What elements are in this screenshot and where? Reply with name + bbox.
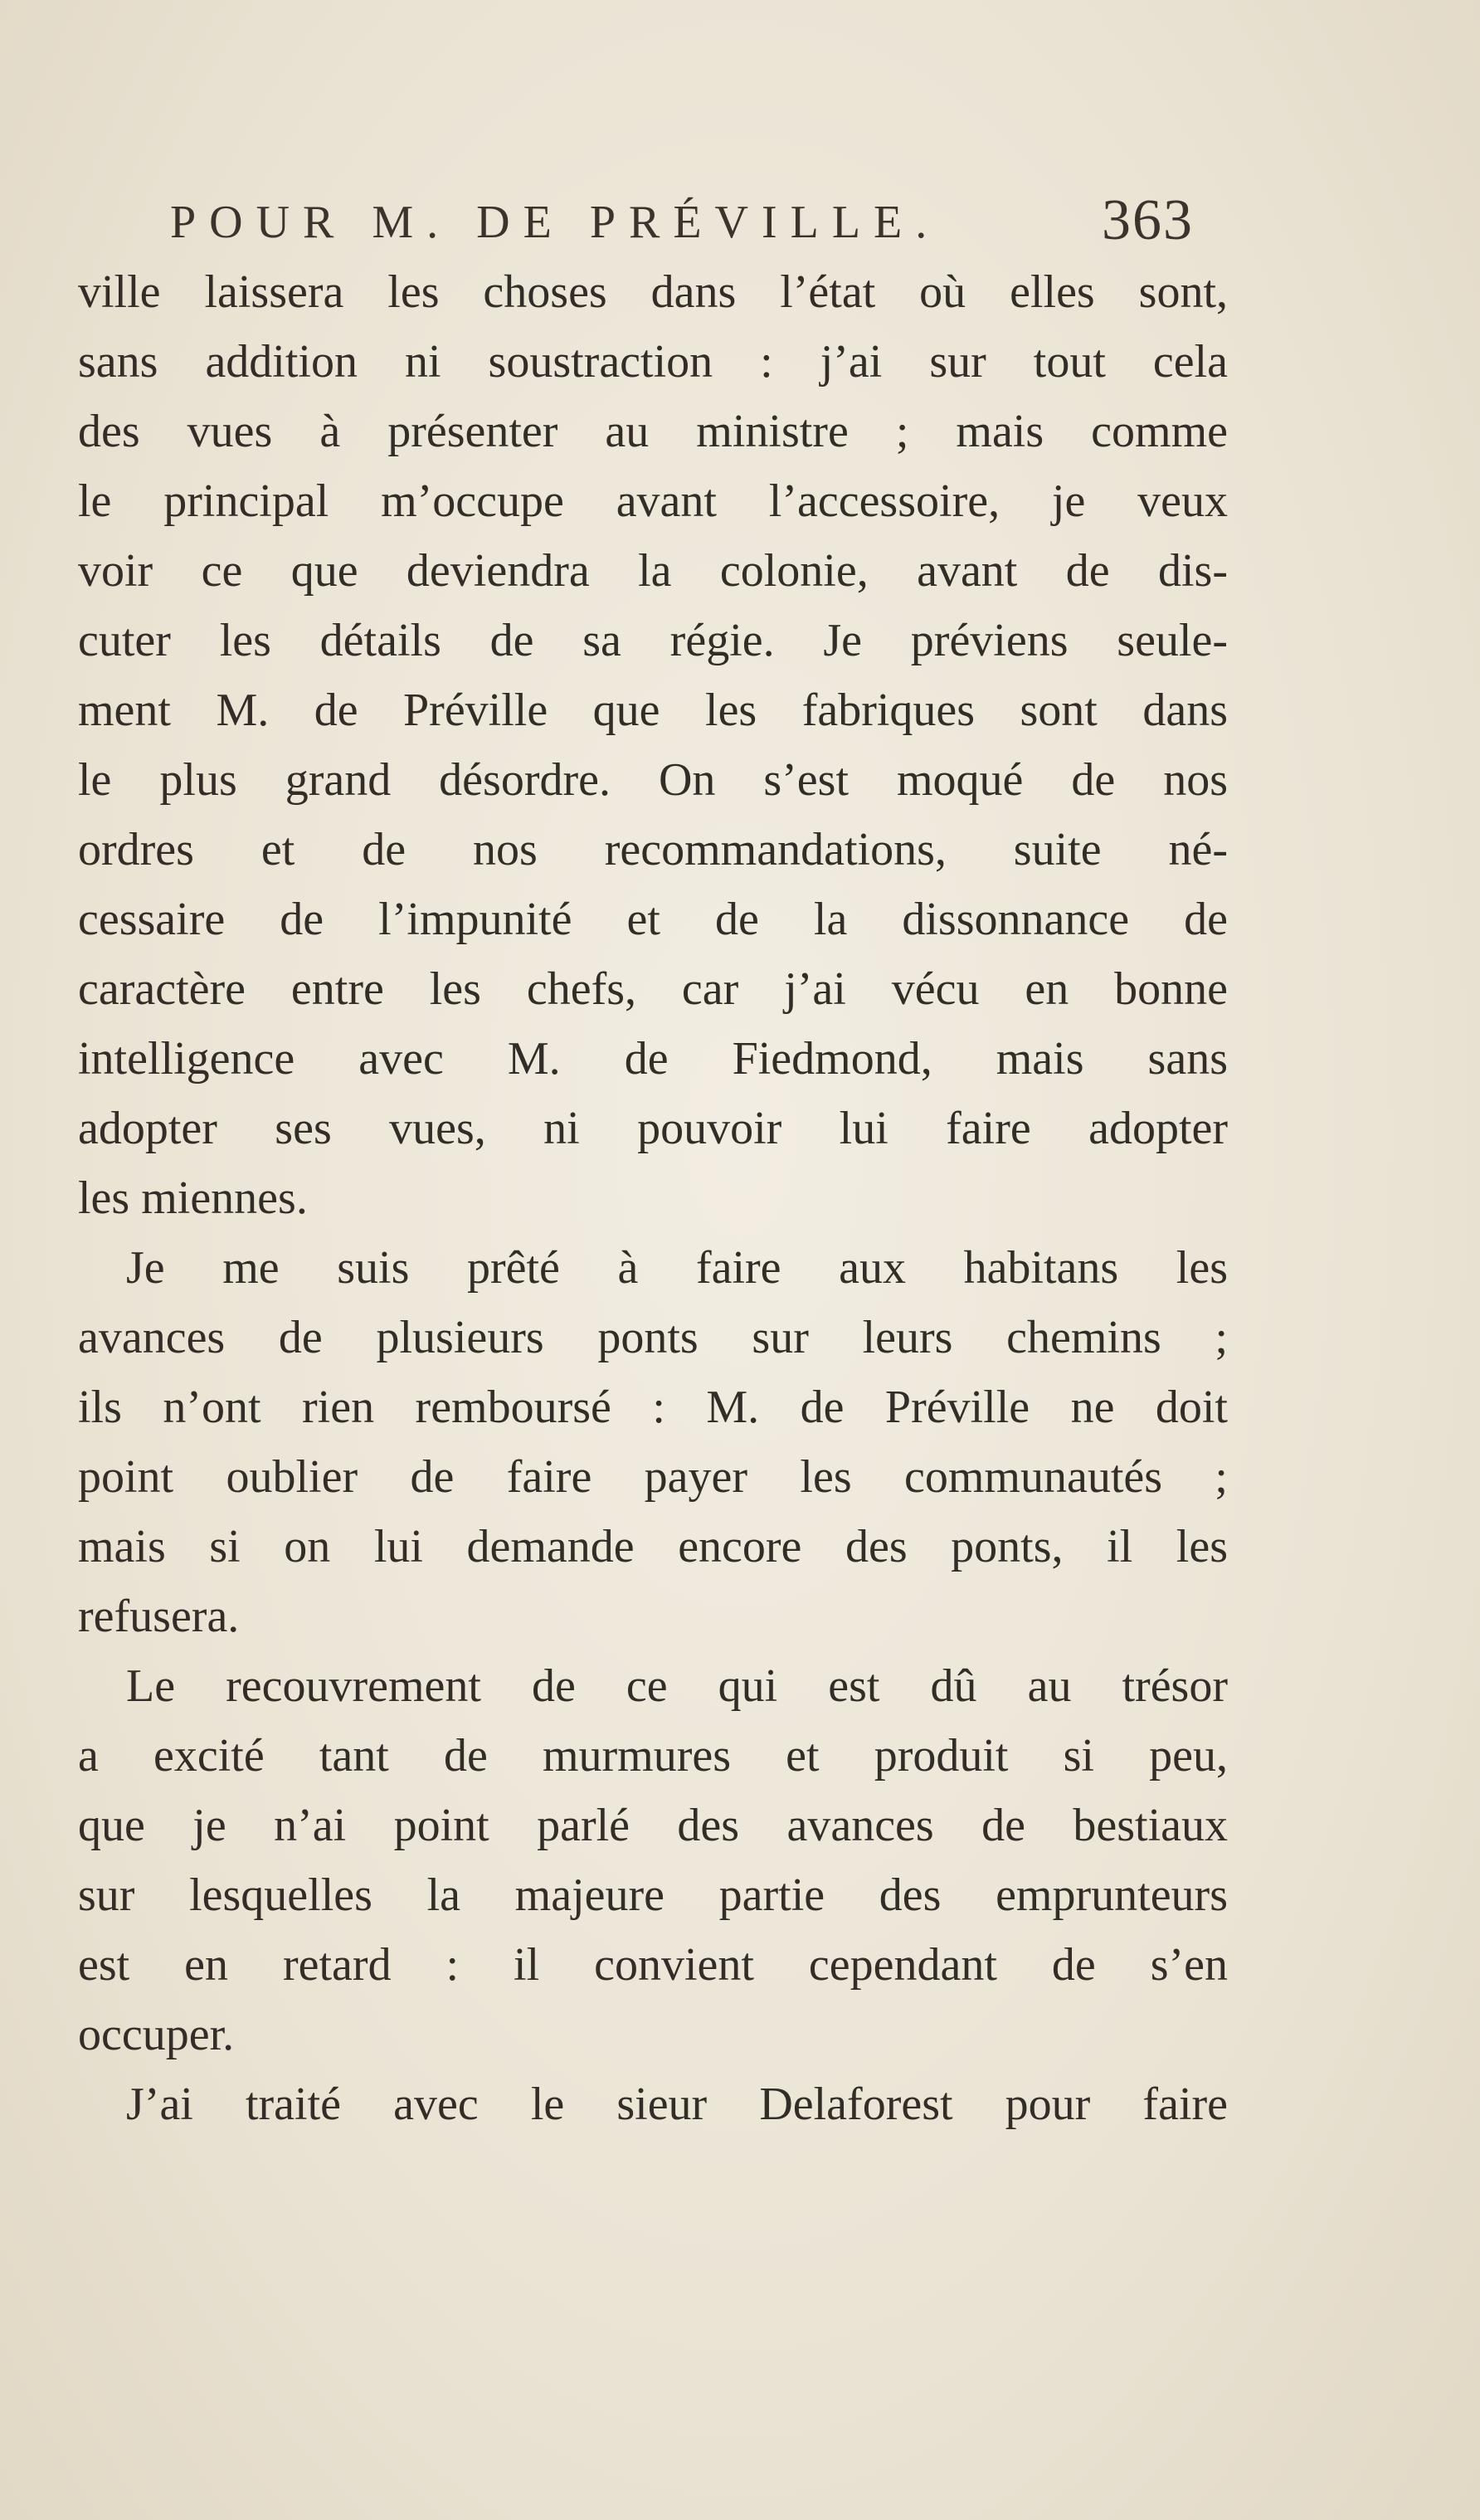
running-head — [0, 188, 1480, 262]
text-line: Le recouvrement de ce qui est dû au trésor — [126, 1660, 1228, 1712]
text-line: adopter ses vues, ni pouvoir lui faire adopter — [78, 1103, 1228, 1154]
text-line: le plus grand désordre. On s’est moqué de nos — [78, 754, 1228, 806]
text-line: le principal m’occupe avant l’accessoire, je veux — [78, 475, 1228, 527]
text-line: a excité tant de murmures et produit si peu, — [78, 1730, 1228, 1782]
running-head-title: POUR M. DE PRÉVILLE. — [170, 197, 941, 248]
text-line: des vues à présenter au ministre ; mais comme — [78, 406, 1228, 457]
text-line: sur lesquelles la majeure partie des emprunteurs — [78, 1869, 1228, 1921]
text-line: Je me suis prêté à faire aux habitans les — [126, 1242, 1228, 1294]
text-line: cessaire de l’impunité et de la dissonnance de — [78, 894, 1228, 945]
text-line: cuter les détails de sa régie. Je préviens seule- — [78, 615, 1228, 666]
text-line: refusera. — [78, 1591, 240, 1642]
text-line: les miennes. — [78, 1172, 308, 1224]
text-line: ils n’ont rien remboursé : M. de Préville ne doit — [78, 1382, 1228, 1433]
text-line: est en retard : il convient cependant de s’en — [78, 1939, 1228, 1991]
text-line: avances de plusieurs ponts sur leurs chemins ; — [78, 1312, 1228, 1363]
text-line: J’ai traité avec le sieur Delaforest pour faire — [126, 2079, 1228, 2130]
text-line: voir ce que deviendra la colonie, avant de dis- — [78, 545, 1228, 597]
text-line: intelligence avec M. de Fiedmond, mais sans — [78, 1033, 1228, 1085]
text-line: ville laissera les choses dans l’état où elles sont, — [78, 266, 1228, 318]
page-number: 363 — [1102, 188, 1194, 252]
text-line: caractère entre les chefs, car j’ai vécu en bonne — [78, 963, 1228, 1015]
text-line: ment M. de Préville que les fabriques sont dans — [78, 685, 1228, 736]
text-line: sans addition ni soustraction : j’ai sur tout cela — [78, 336, 1228, 388]
text-line: ordres et de nos recommandations, suite né- — [78, 824, 1228, 875]
text-line: occuper. — [78, 2009, 235, 2060]
text-line: point oublier de faire payer les communautés ; — [78, 1451, 1228, 1503]
text-line: mais si on lui demande encore des ponts, il les — [78, 1521, 1228, 1572]
text-line: que je n’ai point parlé des avances de bestiaux — [78, 1800, 1228, 1851]
body-text — [78, 257, 1228, 2139]
